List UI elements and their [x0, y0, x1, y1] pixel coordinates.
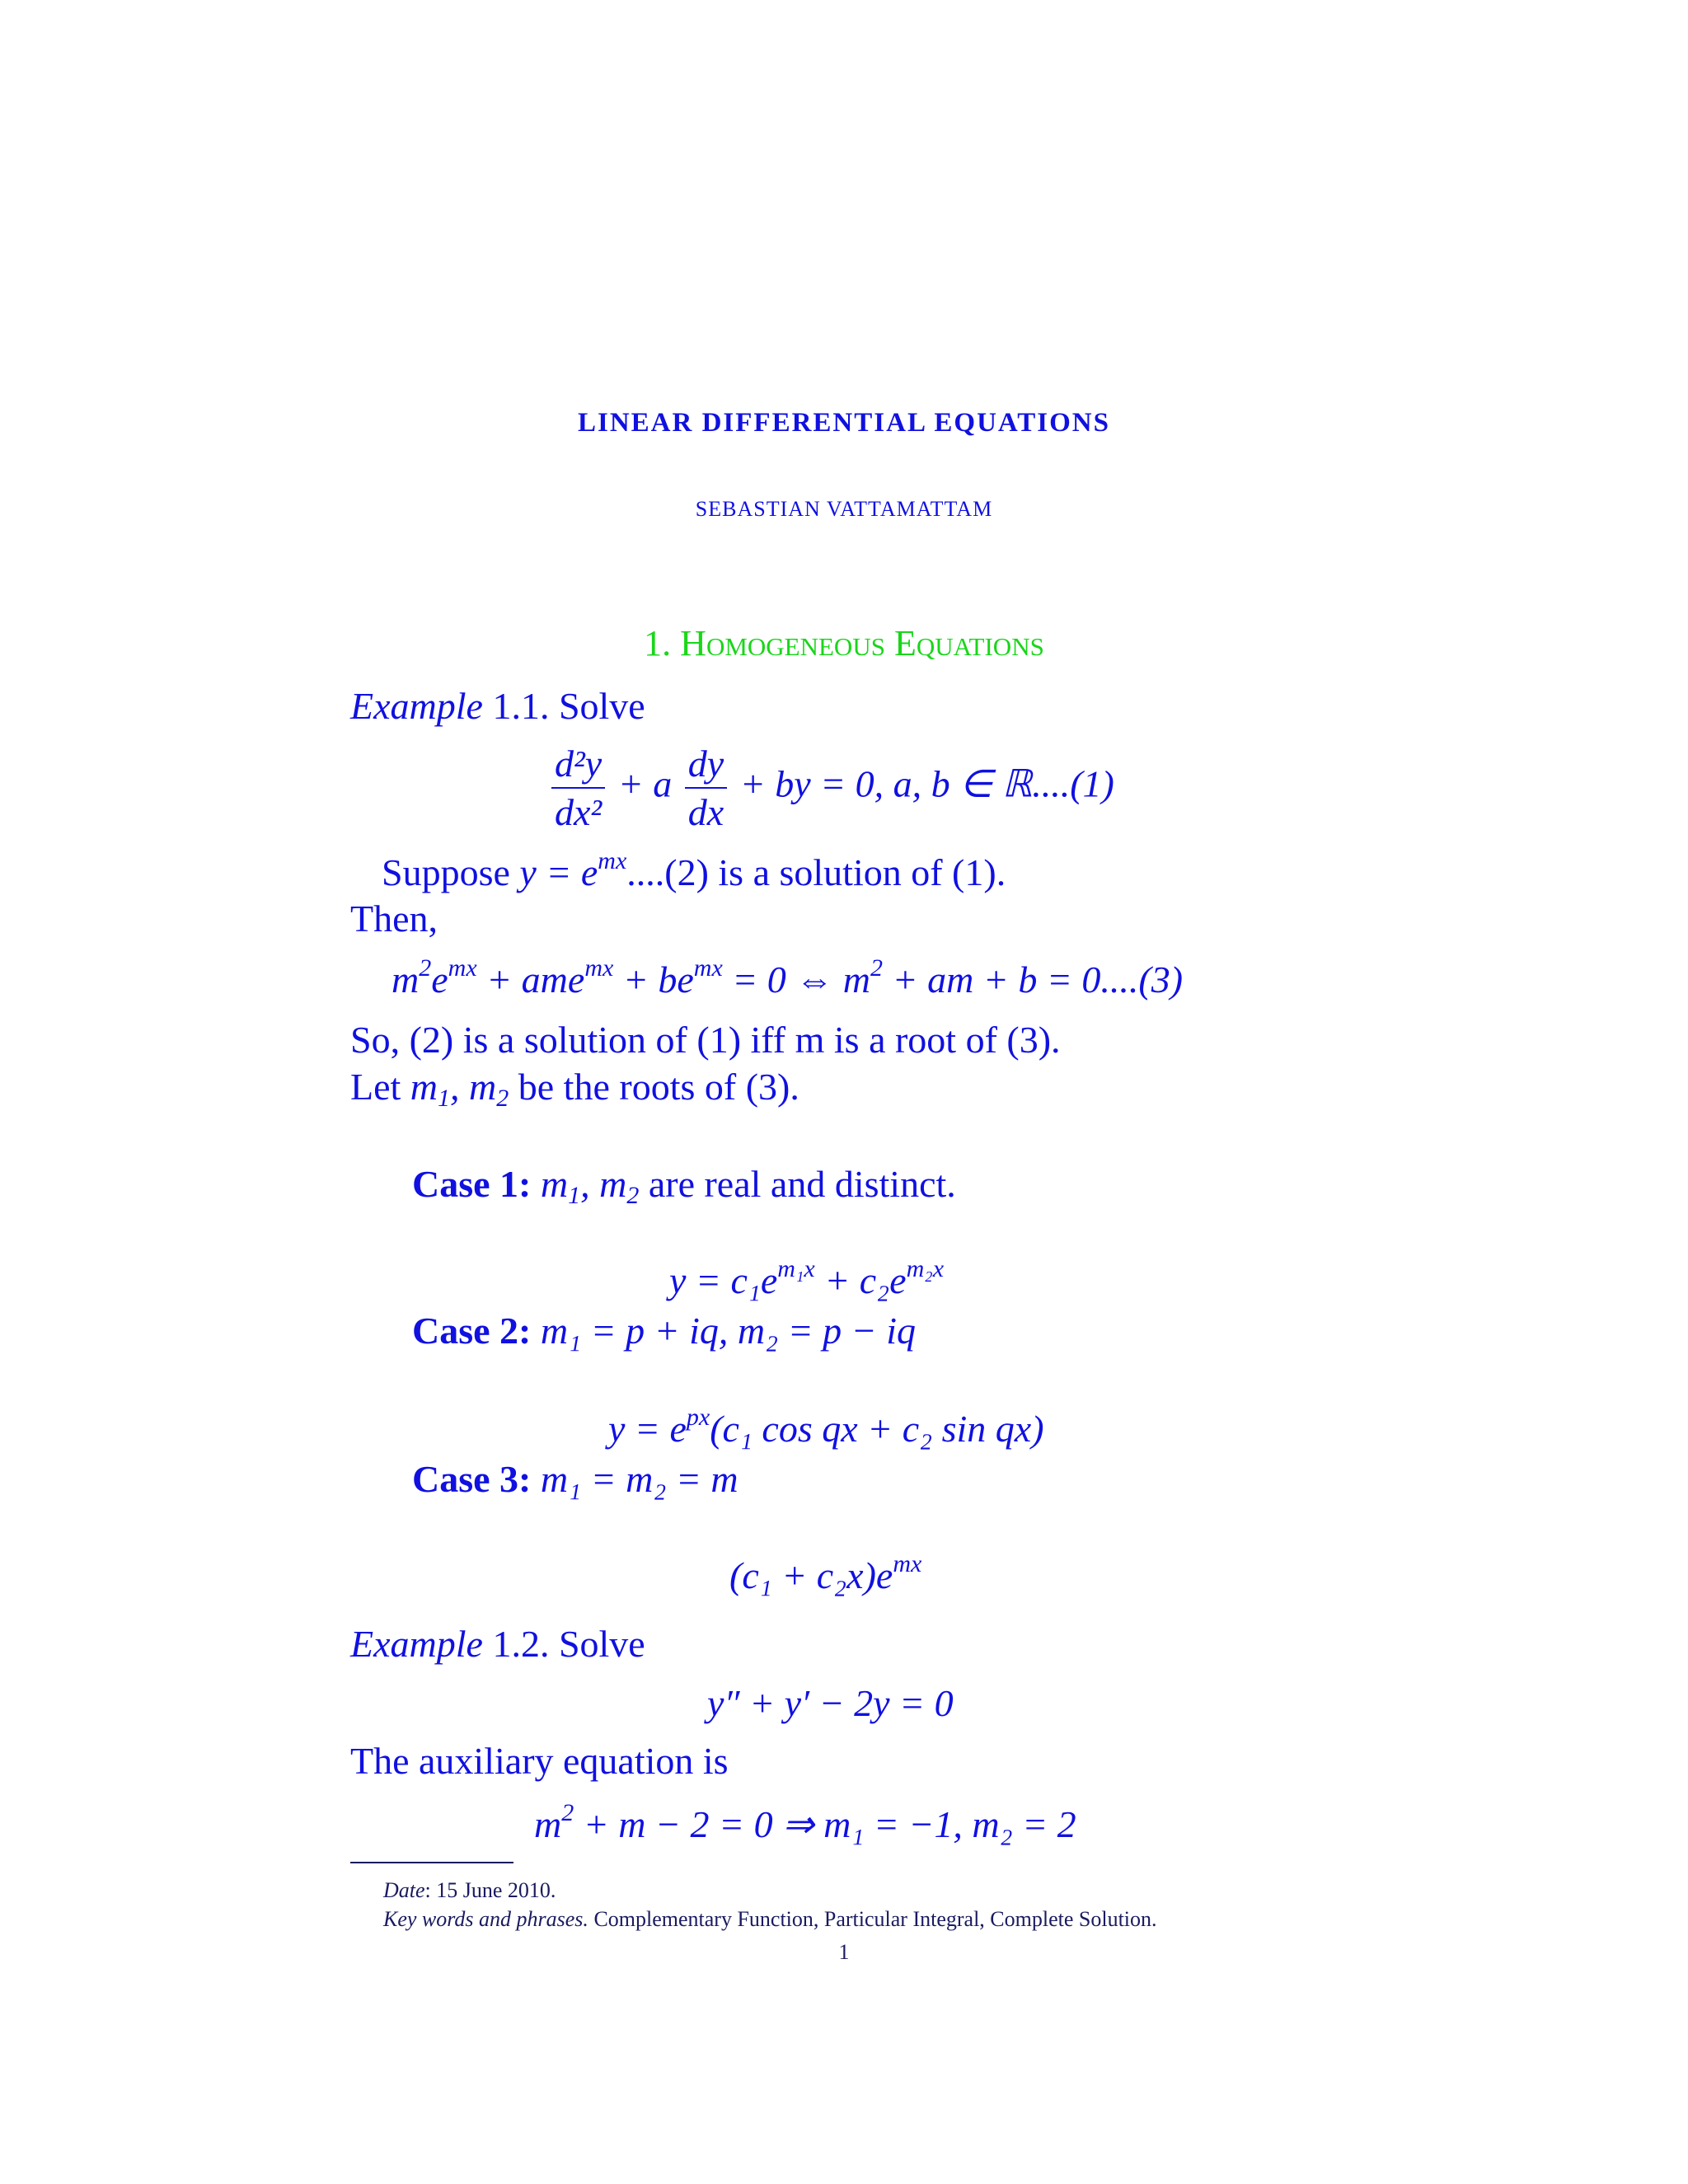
- footnote-label: Key words and phrases.: [383, 1907, 588, 1931]
- case-3: [412, 1457, 738, 1501]
- example-1-heading: [350, 684, 645, 728]
- fraction-numerator: dy: [685, 742, 727, 789]
- fraction-numerator: d²y: [551, 742, 605, 789]
- text: ....(2) is a solution of (1).: [626, 851, 1006, 893]
- math-inline: [519, 847, 627, 893]
- section-heading: [0, 622, 1688, 664]
- math-term: y = c₁e: [669, 1259, 778, 1301]
- math-term: + am + b = 0....(3): [883, 958, 1184, 1001]
- example-2-equation: y″ + y′ − 2y = 0: [707, 1682, 954, 1724]
- math-base: m: [540, 1163, 569, 1205]
- math-superscript: mx: [584, 954, 614, 982]
- footnote-value: : 15 June 2010.: [424, 1878, 556, 1902]
- math-term: (c₁ cos qx + c₂ sin qx): [710, 1408, 1044, 1450]
- math-superscript: mx: [448, 954, 477, 982]
- math-subscript: 2: [626, 1182, 640, 1209]
- paper-title: LINEAR DIFFERENTIAL EQUATIONS: [577, 408, 1110, 438]
- section-number: 1.: [644, 623, 672, 663]
- math-base: , m: [580, 1163, 627, 1205]
- math-base: , m: [450, 1066, 497, 1108]
- example-number: 1.2.: [492, 1623, 550, 1665]
- math-superscript: 2: [870, 954, 884, 982]
- math-superscript: 2: [419, 954, 432, 982]
- math-superscript: m₁x: [777, 1255, 815, 1282]
- math-term: = 0 ⇔ m: [722, 958, 871, 1001]
- example-label: Example: [350, 1623, 483, 1665]
- text: are real and distinct.: [639, 1163, 956, 1205]
- text: Suppose: [382, 851, 510, 893]
- math-term: + be: [613, 958, 694, 1001]
- example-instruction: Solve: [558, 685, 645, 727]
- math-term: + c₂e: [814, 1259, 907, 1301]
- equation-3: [392, 954, 1184, 1001]
- author-name: SEBASTIAN VATTAMATTAM: [695, 497, 993, 521]
- page-number: 1: [838, 1940, 850, 1964]
- math-term: + m − 2 = 0 ⇒ m₁ = −1, m₂ = 2: [574, 1803, 1076, 1845]
- example-label: Example: [350, 685, 483, 727]
- fraction-denominator: dx²: [555, 791, 603, 833]
- fraction-denominator: dx: [687, 791, 724, 833]
- suppose-line: [382, 847, 1006, 894]
- math-inline: [540, 1163, 640, 1209]
- footnote-label: Date: [383, 1878, 425, 1902]
- math-term: m: [534, 1803, 562, 1845]
- case-2-solution: [608, 1404, 1044, 1451]
- case-label: Case 1:: [412, 1163, 532, 1205]
- let-line: [350, 1065, 799, 1112]
- then-line: Then,: [350, 898, 438, 940]
- math-term: e: [431, 958, 448, 1001]
- math-base: m: [410, 1066, 438, 1108]
- fraction-d2y-dx2: [551, 742, 605, 834]
- so-line: So, (2) is a solution of (1) iff m is a root of (3).: [350, 1019, 1061, 1061]
- math-inline: [410, 1066, 509, 1112]
- equation-term: + by = 0, a, b ∈ ℝ....(1): [739, 762, 1114, 805]
- auxiliary-equation: [534, 1799, 1076, 1846]
- footnote-date: [383, 1878, 556, 1903]
- footnote-keywords: [383, 1907, 1157, 1932]
- math-term: (c₁ + c₂x)e: [729, 1554, 893, 1596]
- fraction-dy-dx: [685, 742, 727, 834]
- math-base: y = e: [519, 851, 598, 893]
- math-term: y = e: [608, 1408, 687, 1450]
- math-term: m: [392, 958, 420, 1001]
- math-superscript: mx: [693, 954, 723, 982]
- equation-term: + a: [617, 762, 673, 805]
- math-superscript: m₂x: [906, 1255, 945, 1282]
- case-1: [412, 1162, 956, 1209]
- footnote-rule: [350, 1862, 513, 1863]
- math-subscript: 2: [496, 1085, 509, 1112]
- case-1-solution: [669, 1255, 945, 1302]
- math-subscript: 1: [438, 1085, 451, 1112]
- footnote-value: Complementary Function, Particular Integral, Complete Solution.: [588, 1907, 1157, 1931]
- math-subscript: 1: [568, 1182, 581, 1209]
- text: be the roots of (3).: [509, 1066, 799, 1108]
- case-label: Case 3:: [412, 1458, 532, 1500]
- case-condition: m₁ = p + iq, m₂ = p − iq: [540, 1310, 917, 1352]
- math-superscript: mx: [598, 847, 627, 874]
- auxiliary-text: The auxiliary equation is: [350, 1740, 729, 1782]
- math-superscript: mx: [893, 1550, 922, 1577]
- example-2-heading: [350, 1622, 645, 1666]
- case-condition: m₁ = m₂ = m: [540, 1458, 738, 1500]
- case-3-solution: [729, 1550, 922, 1597]
- math-superscript: px: [686, 1404, 710, 1431]
- example-instruction: Solve: [558, 1623, 645, 1665]
- example-number: 1.1.: [492, 685, 550, 727]
- case-2: [412, 1309, 916, 1352]
- section-title: Homogeneous Equations: [680, 623, 1044, 663]
- math-superscript: 2: [561, 1799, 574, 1826]
- math-term: + ame: [476, 958, 585, 1001]
- equation-1: [548, 742, 1114, 834]
- case-label: Case 2:: [412, 1310, 532, 1352]
- text: Let: [350, 1066, 410, 1108]
